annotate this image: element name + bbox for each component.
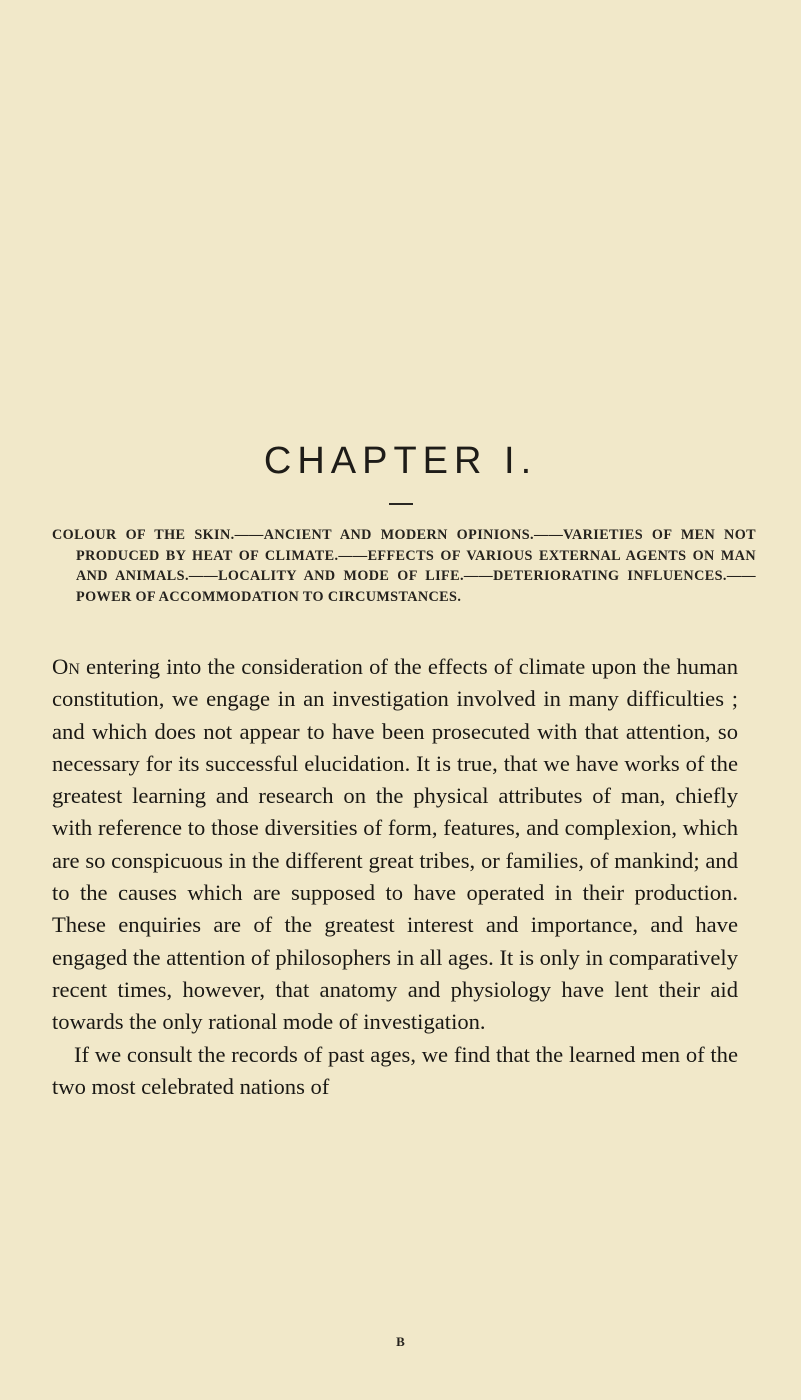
chapter-summary: COLOUR OF THE SKIN.——ANCIENT AND MODERN OPINIONS.——VARIETIES OF MEN NOT PRODUCED BY HEAT OF CLIMATE.——EFFECTS OF VARIOUS EXTERNAL AGENTS ON MAN AND ANIMALS.——LOCALITY AND MODE OF LIFE.——DETERIORATING INFLUENCES.——POWER OF ACCOMMODATION TO CIRCUMSTANCES. <box>52 527 756 605</box>
signature-mark: B <box>396 1334 405 1349</box>
paragraph-2: If we consult the records of past ages, we find that the learned men of the two most celebrated nations of <box>52 1041 738 1099</box>
paragraph-1-text: entering into the consideration of the effects of climate upon the human constitution, we engage in an investigation involved in many difficulties ; and which does not appear to have been prosecuted with that attention, so necessary for its successful elucidation. It is true, that we have works of the greatest learning and research on the physical attributes of man, chiefly with reference to those diversities of form, features, and complexion, which are so conspicuous in the different great tribes, or families, of mankind; and to the causes which are supposed to have operated in their production. These enquiries are of the greatest interest and importance, and have engaged the attention of philosophers in all ages. It is only in comparatively recent times, however, that anatomy and physiology have lent their aid towards the only rational mode of investigation. <box>52 654 738 1035</box>
chapter-title: CHAPTER I. <box>263 440 538 482</box>
body-text <box>52 651 738 1103</box>
title-rule <box>389 503 413 505</box>
paragraph-1-lead: On <box>52 654 80 679</box>
paragraph-1 <box>52 651 738 1039</box>
